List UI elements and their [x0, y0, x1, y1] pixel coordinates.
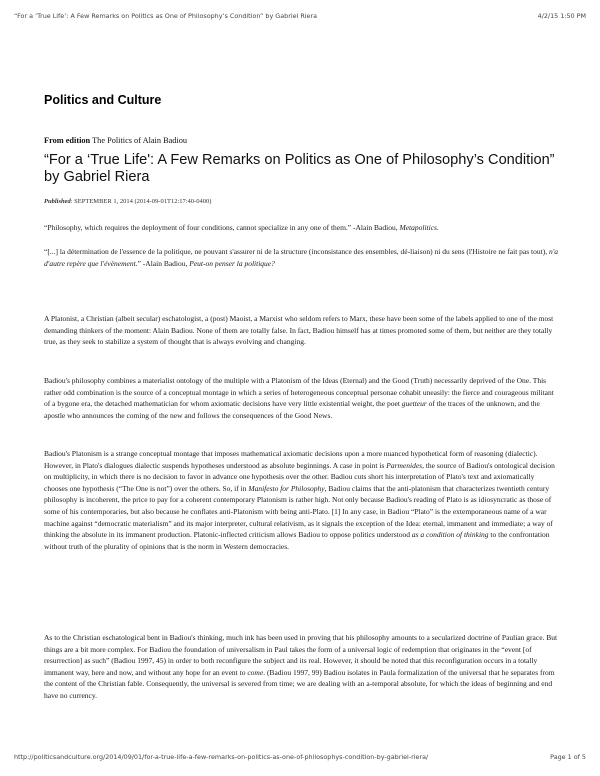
print-footer-page: Page 1 of 5 — [550, 753, 586, 761]
body-paragraph-3 — [44, 448, 559, 552]
paragraph-3-italic-b: Manifesto for Philosophy — [248, 483, 325, 493]
body-paragraph-2 — [44, 375, 559, 421]
from-edition-value[interactable]: The Politics of Alain Badiou — [92, 136, 188, 145]
print-header-datetime: 4/2/15 1:50 PM — [537, 12, 586, 20]
paragraph-3-text-a: Badiou's Platonism is a strange conceptual montage that imposes mathematical axiomatic decisions upon a more nuanced hypothetical form of reasoning (dialectic). However, in Plato's dialogues dialectic suspends hypotheses understood as absolute beginnings. A case in point is — [44, 449, 538, 470]
body-paragraph-1 — [44, 313, 559, 348]
published-date: : SEPTEMBER 1, 2014 (2014-09-01T12:17:40-0400) — [70, 198, 212, 205]
paragraph-3-italic-c: as a condition of thinking — [411, 530, 489, 540]
from-edition — [44, 136, 187, 145]
epigraph-2 — [44, 246, 559, 269]
print-header — [14, 12, 586, 20]
print-footer — [14, 753, 586, 761]
paragraph-3-italic-a: Parmenides — [386, 460, 423, 470]
epigraph-2-italic: n'a d'autre repère que l'évènement. — [44, 247, 559, 268]
epigraph-1-text: “Philosophy, which requires the deployment of four conditions, cannot specialize in any one of them.” -Alain Badiou, — [44, 223, 400, 232]
print-header-title: “For a ‘True Life’: A Few Remarks on Politics as One of Philosophy’s Condition” by Gabriel Riera — [14, 12, 318, 20]
article-title: “For a ‘True Life': A Few Remarks on Politics as One of Philosophy’s Condition” by Gabriel Riera — [44, 152, 555, 186]
epigraph-2-source: Peut-on penser la politique? — [189, 258, 275, 268]
paragraph-2-italic-a: guetteur — [401, 399, 427, 409]
paragraph-4-text-b: . (Badiou 1997, 99) Badiou isolates in Paula formalization of the universal that he separates from the content of the Christian fable. Consequently, the universal is severed from time; we are dealing with an a-temporal absolute, for which the ideas of beginning and end have no currency. — [44, 667, 555, 700]
site-title-link[interactable]: Politics and Culture — [44, 93, 162, 107]
epigraph-1 — [44, 222, 559, 234]
epigraph-2-text: “[...] la détermination de l'essence de la politique, ne pouvant s'assurer ni de la structure (inconsistance des ensembles, dé-liaison) ni du sens (l'Histoire ne fait pas tout), — [44, 247, 549, 256]
published-line — [44, 198, 211, 205]
from-edition-label: From edition — [44, 136, 91, 145]
paragraph-3-text-d: to the confrontation without truth of the plurality of opinions that is the norm in Western democracies. — [44, 530, 550, 551]
paragraph-4-italic-a: to come — [239, 667, 264, 677]
body-paragraph-4 — [44, 632, 559, 702]
paragraph-4-text-a: As to the Christian eschatological bent in Badiou's thinking, much ink has been used in proving that his philosophy amounts to a secularized doctrine of Paulian grace. But things are a bit more complex. For Badiou the foundation of universalism in Paul takes the form of a universal logic of redemption that originates in the “event [of resurrection] as such” (Badiou 1997, 45) in order to both reconfigure the subject and its real. However, it should be noted that this reconfiguration occurs in a totally immanent way, here and now, and without any hope for an event — [44, 633, 558, 677]
epigraph-1-source: Metapolitics. — [399, 223, 439, 232]
paragraph-1-text: A Platonist, a Christian (albeit secular) eschatologist, a (post) Maoist, a Marxist who seldom refers to Marx, these have been some of the labels applied to one of the most demanding thinkers of the moment: Alain Badiou. None of them are totally false. In fact, Badiou himself has at times promoted some of them, but neither are they totally true, as they seek to stabilize a system of thought that is always evolving and changing. — [44, 314, 554, 347]
published-label: Published — [44, 198, 71, 205]
epigraph-2-tail: ” -Alain Badiou, — [137, 258, 190, 268]
paragraph-2-text-a: Badiou's philosophy combines a materialist ontology of the multiple with a Platonism of the Ideas (Eternal) and the Good (Truth) necessarily deprived of the One. This rather odd combination is the source of a conceptual montage in which a series of heterogeneous conceptual personae cohabit uneasily: the fierce and courageous militant of a bygone era, the detached mathematician for whom axiomatic decisions have very little existential weight, the poet — [44, 376, 554, 409]
print-footer-url[interactable]: http://politicsandculture.org/2014/09/01/for-a-true-life-a-few-remarks-on-politics-as-one-of-philosophys-condition-by-gabriel-riera/ — [14, 753, 429, 761]
paragraph-3-text-c: , Badiou claims that the anti-platonism that characterizes twentieth century philosophy is incoherent, the price to pay for a coherent contemporary Platonism is rather high. Not only because Badiou's reading of Plato is as idiosyncratic as those of some of his contemporaries, but also because he conflates anti-Platonism with being anti-Plato. [1] In any case, in Badiou “Plato” is the extemporaneous name of a war machine against “democratic materialism” and its major interpreter, cultural relativism, as it signals the exception of the Idea: eternal, immanent and immediate; a way of thinking the absolute in its immanent production. Platonic-inflected criticism allows Badiou to oppose politics understood — [44, 483, 553, 540]
paragraph-3-text-b: , the source of Badiou's ontological decision on multiplicity, in which there is no decision to favor in advance one hypothesis over the other. Badiou cuts short his interpretation of Plato's text and axiomatically chooses one hypothesis (“The One is not”) over the others. So, if in — [44, 460, 555, 493]
paragraph-2-text-b: of the traces of the unknown, and the apostle who announces the coming of the new and follows the consequences of the Good News. — [44, 399, 540, 420]
